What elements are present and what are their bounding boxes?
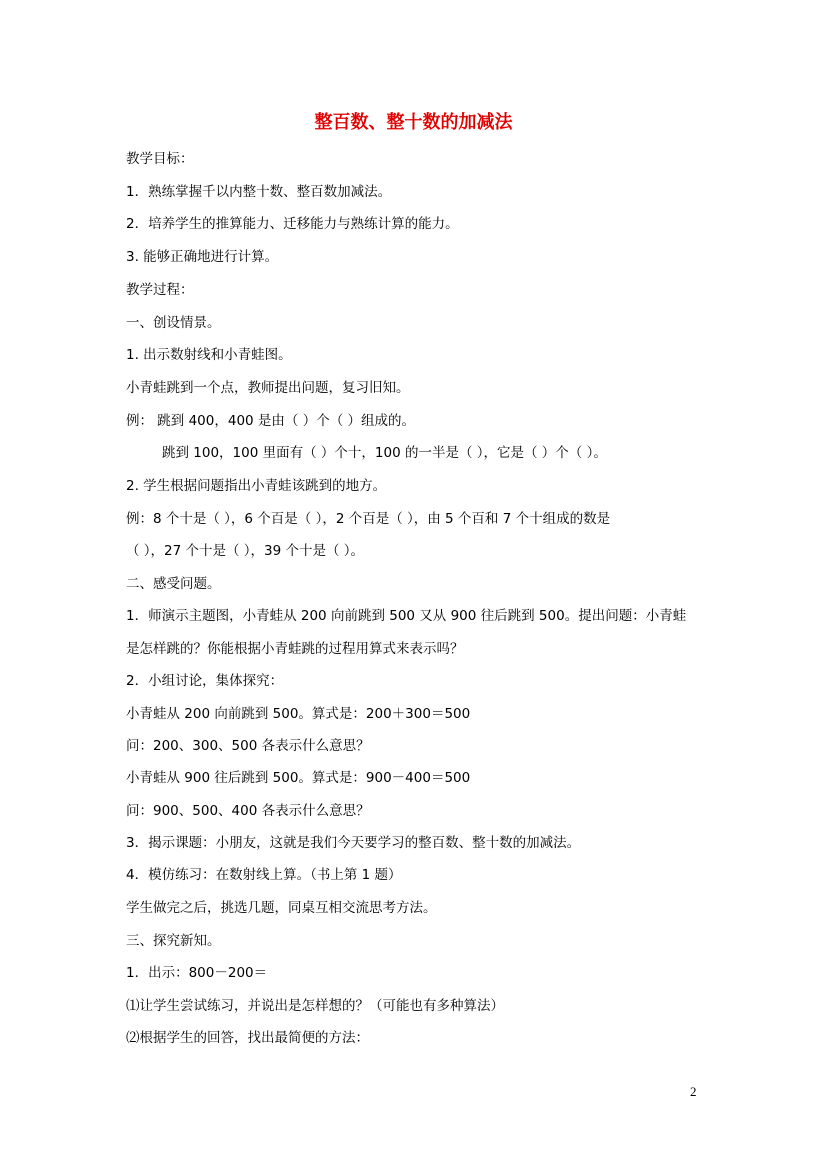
text-line: 问：200、300、500 各表示什么意思？ bbox=[126, 738, 370, 754]
text-line: 教学过程： bbox=[126, 282, 194, 298]
text-line: 2．小组讨论，集体探究： bbox=[126, 673, 284, 689]
text-line: 1．出示：800－200＝ bbox=[126, 965, 268, 981]
text-line: ⑴让学生尝试练习，并说出是怎样想的？（可能也有多种算法） bbox=[126, 998, 504, 1014]
section-heading: 三、探究新知。 bbox=[126, 933, 221, 949]
text-line: 例： 跳到 400，400 是由（ ）个（ ）组成的。 bbox=[126, 413, 415, 429]
text-line: 1. 出示数射线和小青蛙图。 bbox=[126, 347, 292, 363]
document-title: 整百数、整十数的加减法 bbox=[314, 112, 513, 133]
text-line: （ ），27 个十是（ ），39 个十是（ ）。 bbox=[126, 543, 365, 559]
text-line: 小青蛙跳到一个点，教师提出问题，复习旧知。 bbox=[126, 380, 410, 396]
text-line: 是怎样跳的？你能根据小青蛙跳的过程用算式来表示吗？ bbox=[126, 641, 464, 657]
section-heading: 一、创设情景。 bbox=[126, 315, 221, 331]
section-heading: 二、感受问题。 bbox=[126, 576, 221, 592]
text-line: 1．熟练掌握千以内整十数、整百数加减法。 bbox=[126, 184, 392, 200]
text-line: 2．培养学生的推算能力、迁移能力与熟练计算的能力。 bbox=[126, 216, 459, 232]
text-line: 跳到 100，100 里面有（ ）个十，100 的一半是（ ），它是（ ）个（ ）。 bbox=[162, 445, 607, 461]
text-line: 问：900、500、400 各表示什么意思？ bbox=[126, 803, 370, 819]
text-line: 小青蛙从 900 往后跳到 500。算式是：900－400＝500 bbox=[126, 770, 471, 786]
text-line: 2. 学生根据问题指出小青蛙该跳到的地方。 bbox=[126, 478, 387, 494]
text-line: 3. 能够正确地进行计算。 bbox=[126, 249, 279, 265]
text-line: 教学目标： bbox=[126, 151, 194, 167]
text-line: 3．揭示课题：小朋友，这就是我们今天要学习的整百数、整十数的加减法。 bbox=[126, 835, 581, 851]
text-line: 例：8 个十是（ ），6 个百是（ ），2 个百是（ ），由 5 个百和 7 个十组成的数是 bbox=[126, 511, 611, 527]
page-number: 2 bbox=[690, 1084, 697, 1099]
text-line: 学生做完之后，挑选几题，同桌互相交流思考方法。 bbox=[126, 900, 437, 916]
text-line: 1．师演示主题图，小青蛙从 200 向前跳到 500 又从 900 往后跳到 500。提出问题：小青蛙 bbox=[126, 608, 687, 624]
text-line: 4．模仿练习：在数射线上算。（书上第 1 题） bbox=[126, 867, 402, 883]
text-line: 小青蛙从 200 向前跳到 500。算式是：200＋300＝500 bbox=[126, 706, 471, 722]
text-line: ⑵根据学生的回答，找出最简便的方法： bbox=[126, 1030, 369, 1046]
